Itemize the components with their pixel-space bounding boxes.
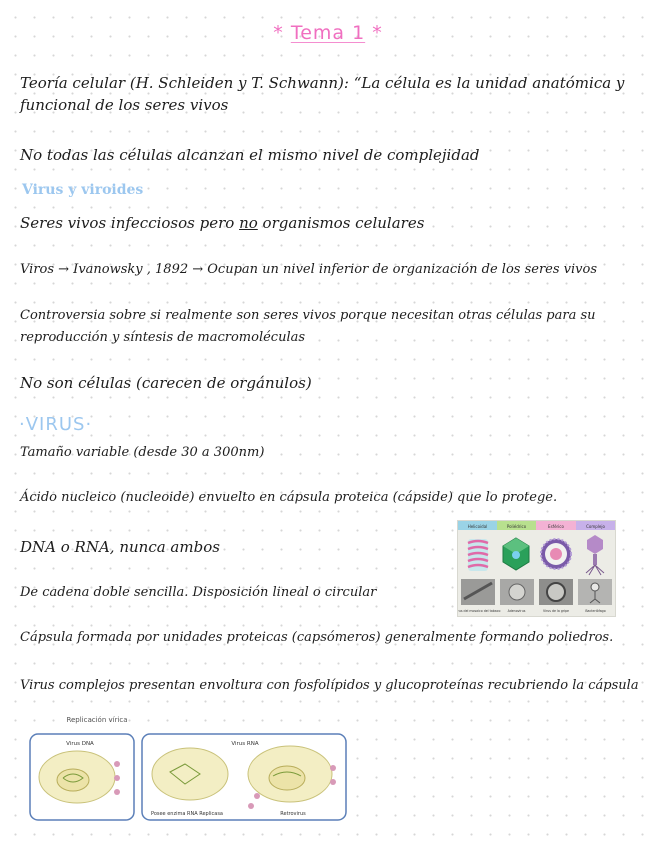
virus-types-figure: [457, 520, 616, 617]
dna-virion-1: [114, 761, 120, 767]
tamano-line: Tamaño variable (desde 30 a 300nm): [20, 445, 265, 460]
page-title: [0, 22, 656, 44]
seres-pre: Seres vivos infecciosos pero: [20, 214, 240, 232]
rna-virion-4: [330, 779, 336, 785]
label-spherical: Esférico: [548, 524, 564, 529]
teoria-celular-line-1: Teoría celular (H. Schleiden y T. Schwann): “La célula es la unidad anatómica y: [20, 74, 625, 92]
rna-virion-1: [254, 793, 260, 799]
rna-replicasa-label: Posee enzima RNA Replicasa: [150, 811, 224, 817]
seres-vivos-line: [20, 212, 424, 234]
viros-line: Viros → Ivanowsky , 1892 → Ocupan un nivel inferior de organización de los seres vivos: [20, 262, 597, 277]
bacteriophage-icon: [586, 535, 604, 575]
viral-replication-illustration: [25, 712, 351, 826]
capsula-line: Cápsula formada por unidades proteicas (capsómeros) generalmente formando poliedros.: [20, 630, 614, 645]
label-polyhedral: Poliédrico: [506, 524, 527, 529]
rna-virus-label: Virus RNA: [231, 741, 259, 747]
heading-virus: ·VIRUS·: [19, 414, 93, 435]
micrograph-adenovirus: [509, 584, 525, 600]
virus-complejos-line: Virus complejos presentan envoltura con fosfolípidos y glucoproteínas recubriendo la cápsula: [20, 678, 639, 693]
caption-polyhedral: Adenovirus: [507, 609, 526, 613]
seres-no: no: [239, 214, 258, 232]
dna-virus-label: Virus DNA: [66, 741, 94, 747]
rna-host-nucleus: [269, 766, 305, 790]
no-son-celulas-line: No son células (carecen de orgánulos): [20, 374, 312, 392]
controversia-line: Controversia sobre si realmente son seres vivos porque necesitan otras células para su reproducción y síntesis de macromoléculas: [20, 308, 596, 345]
label-helical: Helicoidal: [467, 524, 488, 529]
title-text: Tema 1: [290, 22, 366, 44]
rna-host-cell-1: [152, 748, 228, 800]
acido-nucleico-line: Ácido nucleico (nucleoide) envuelto en cápsula proteica (cápside) que lo protege.: [20, 490, 558, 505]
dna-rna-line: DNA o RNA, nunca ambos: [20, 538, 220, 556]
caption-spherical: Virus de la gripe: [542, 609, 570, 613]
micrograph-influenza: [547, 583, 565, 601]
seres-post: organismos celulares: [257, 214, 425, 232]
teoria-celular-line-2: funcional de los seres vivos: [20, 96, 229, 114]
dna-virion-3: [114, 789, 120, 795]
label-complex: Complejo: [586, 524, 605, 529]
rna-virion-3: [330, 765, 336, 771]
caption-complex: Bacteriófago: [585, 609, 606, 613]
dna-virion-2: [114, 775, 120, 781]
spherical-virus-icon: [541, 539, 571, 569]
caption-helical: Virus del mosaico del tabaco: [458, 609, 501, 613]
replication-title: Replicación vírica: [66, 716, 128, 724]
no-todas-line: No todas las células alcanzan el mismo nivel de complejidad: [20, 146, 480, 164]
virus-types-illustration: [458, 521, 615, 616]
title-star-left: *: [273, 22, 284, 44]
heading-virus-viroides: Virus y viroides: [22, 182, 144, 198]
cadena-line: De cadena doble sencilla. Disposición lineal o circular: [20, 585, 377, 600]
micrograph-phage-head: [591, 583, 599, 591]
rna-virion-2: [248, 803, 254, 809]
retrovirus-label: Retrovirus: [280, 811, 306, 817]
dna-host-nucleus: [57, 769, 89, 791]
viral-replication-figure: [25, 712, 351, 826]
helical-virus-icon: [468, 539, 488, 571]
title-star-right: *: [372, 22, 383, 44]
polyhedral-virus-icon: [503, 538, 529, 570]
